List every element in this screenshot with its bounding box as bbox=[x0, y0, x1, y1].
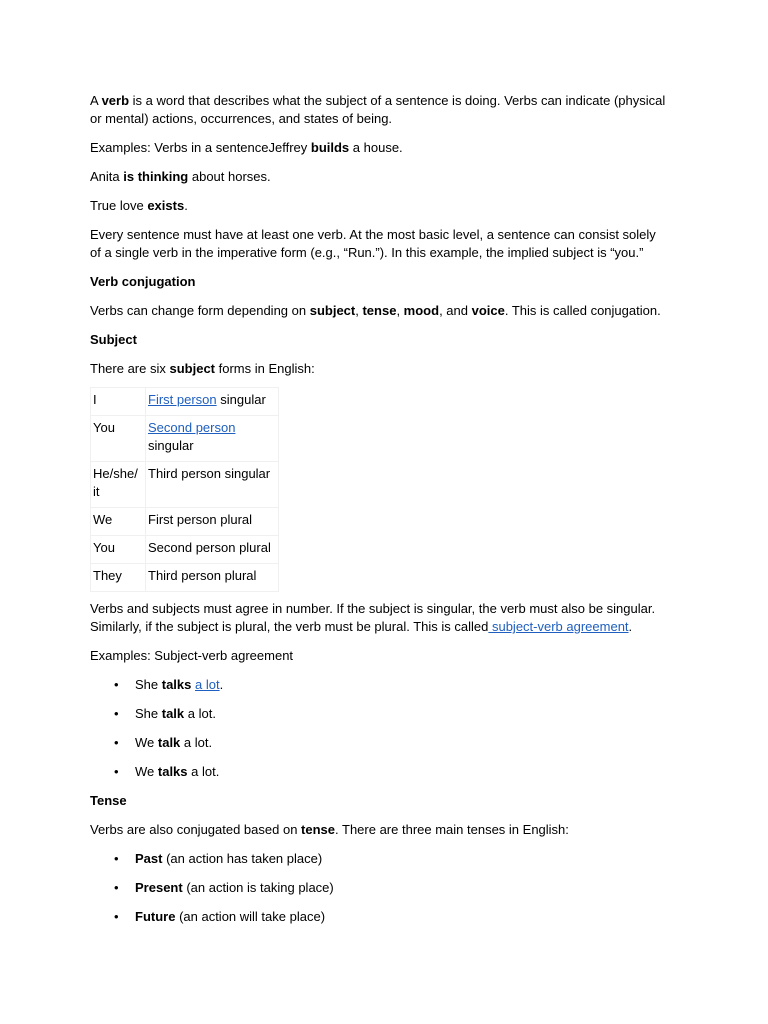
table-cell-pronoun: They bbox=[91, 564, 146, 592]
bullet-icon: • bbox=[114, 706, 119, 721]
tense-name: Present bbox=[135, 880, 183, 895]
conj-bold-mood: mood bbox=[403, 303, 440, 318]
table-row bbox=[91, 564, 279, 592]
bullet-icon: • bbox=[114, 764, 119, 779]
item-pre: She bbox=[135, 706, 162, 721]
intro-text-pre: A bbox=[90, 93, 102, 108]
conj-bold-tense: tense bbox=[362, 303, 397, 318]
item-post: . bbox=[219, 677, 224, 692]
tense-name: Past bbox=[135, 851, 163, 866]
intro-paragraph bbox=[90, 92, 670, 128]
true-love-paragraph bbox=[90, 197, 670, 215]
second-person-link[interactable]: Second person bbox=[148, 420, 236, 435]
heading-tense: Tense bbox=[90, 793, 127, 808]
table-cell-pronoun: We bbox=[91, 508, 146, 536]
love-text-post: . bbox=[184, 198, 188, 213]
first-person-link[interactable]: First person bbox=[148, 392, 217, 407]
table-row bbox=[91, 536, 279, 564]
conj-bold-voice: voice bbox=[471, 303, 505, 318]
examples-text-pre: Examples: Verbs in a sentenceJeffrey bbox=[90, 140, 311, 155]
list-item bbox=[90, 734, 670, 752]
subject-verb-agreement-link[interactable]: subject-verb agreement bbox=[488, 619, 629, 634]
item-mid: a lot. bbox=[184, 706, 216, 721]
tense-name: Future bbox=[135, 909, 176, 924]
subject-forms-table bbox=[90, 387, 279, 592]
heading-verb-conjugation: Verb conjugation bbox=[90, 274, 196, 289]
tense-paragraph bbox=[90, 821, 670, 839]
bullet-icon: • bbox=[114, 880, 119, 895]
bullet-icon: • bbox=[114, 677, 119, 692]
form-rest-text: singular bbox=[148, 438, 194, 453]
anita-paragraph bbox=[90, 168, 670, 186]
agreement-text-post: . bbox=[628, 619, 633, 634]
table-row bbox=[91, 508, 279, 536]
anita-bold: is thinking bbox=[123, 169, 189, 184]
anita-text-post: about horses. bbox=[188, 169, 271, 184]
bullet-icon: • bbox=[114, 851, 119, 866]
examples-agreement-paragraph: Examples: Subject-verb agreement bbox=[90, 648, 294, 663]
table-cell-form: Second person plural bbox=[146, 536, 279, 564]
agreement-text-pre: Verbs and subjects must agree in number. If the subject is singular, the verb must also be singular. Similarly, if the subject is plural, the verb must be plural. This is called bbox=[90, 601, 656, 634]
bullet-icon: • bbox=[114, 909, 119, 924]
form-rest-text: singular bbox=[216, 392, 266, 407]
conj-bold-subject: subject bbox=[309, 303, 356, 318]
conj-text-5: . This is called conjugation. bbox=[504, 303, 661, 318]
list-item bbox=[90, 879, 670, 897]
tense-description: (an action is taking place) bbox=[182, 880, 334, 895]
list-item bbox=[90, 908, 670, 926]
conj-text-4: , and bbox=[439, 303, 472, 318]
list-item bbox=[90, 763, 670, 781]
item-pre: We bbox=[135, 735, 158, 750]
list-item bbox=[90, 676, 670, 694]
item-mid: a lot. bbox=[187, 764, 220, 779]
heading-subject: Subject bbox=[90, 332, 137, 347]
anita-text-pre: Anita bbox=[90, 169, 124, 184]
tense-list bbox=[90, 850, 670, 926]
item-pre: We bbox=[135, 764, 158, 779]
table-cell-form: First person plural bbox=[146, 508, 279, 536]
every-sentence-paragraph: Every sentence must have at least one verb. At the most basic level, a sentence can consist solely of a single verb in the imperative form (e.g., “Run.”). In this example, the implied subject is “you.” bbox=[90, 227, 656, 260]
six-forms-bold: subject bbox=[169, 361, 215, 376]
item-pre: She bbox=[135, 677, 162, 692]
tense-bold: tense bbox=[301, 822, 336, 837]
intro-text-post: is a word that describes what the subject of a sentence is doing. Verbs can indicate (physical or mental) actions, occurrences, and states of being. bbox=[90, 93, 666, 126]
bullet-icon: • bbox=[114, 735, 119, 750]
love-bold: exists bbox=[147, 198, 185, 213]
agreement-paragraph bbox=[90, 600, 670, 636]
table-row bbox=[91, 388, 279, 416]
examples-verbs-paragraph bbox=[90, 139, 670, 157]
list-item bbox=[90, 705, 670, 723]
intro-term-verb: verb bbox=[101, 93, 130, 108]
conjugation-paragraph bbox=[90, 302, 670, 320]
conj-text-1: Verbs can change form depending on bbox=[90, 303, 310, 318]
table-cell-form: Third person singular bbox=[146, 462, 279, 508]
table-cell-pronoun: You bbox=[91, 536, 146, 564]
tense-description: (an action has taken place) bbox=[162, 851, 323, 866]
table-row bbox=[91, 416, 279, 462]
conj-text-3: , bbox=[396, 303, 404, 318]
table-cell-pronoun: You bbox=[91, 416, 146, 462]
love-text-pre: True love bbox=[90, 198, 148, 213]
a-lot-link[interactable]: a lot bbox=[195, 677, 220, 692]
conj-text-2: , bbox=[355, 303, 363, 318]
six-forms-paragraph bbox=[90, 360, 670, 378]
table-cell-pronoun: I bbox=[91, 388, 146, 416]
item-bold: talks bbox=[157, 764, 188, 779]
item-bold: talks bbox=[161, 677, 192, 692]
table-cell-form bbox=[146, 416, 279, 462]
table-cell-form bbox=[146, 388, 279, 416]
item-bold: talk bbox=[161, 706, 185, 721]
table-cell-form: Third person plural bbox=[146, 564, 279, 592]
table-row bbox=[91, 462, 279, 508]
tense-description: (an action will take place) bbox=[175, 909, 326, 924]
tense-text-post: . There are three main tenses in English: bbox=[335, 822, 569, 837]
six-forms-pre: There are six bbox=[90, 361, 170, 376]
list-item bbox=[90, 850, 670, 868]
item-bold: talk bbox=[157, 735, 181, 750]
item-mid: a lot. bbox=[180, 735, 213, 750]
document-page bbox=[90, 92, 670, 937]
agreement-examples-list bbox=[90, 676, 670, 781]
examples-text-post: a house. bbox=[349, 140, 403, 155]
six-forms-post: forms in English: bbox=[215, 361, 315, 376]
examples-bold: builds bbox=[310, 140, 350, 155]
tense-text-pre: Verbs are also conjugated based on bbox=[90, 822, 302, 837]
table-cell-pronoun: He/she/ it bbox=[91, 462, 146, 508]
